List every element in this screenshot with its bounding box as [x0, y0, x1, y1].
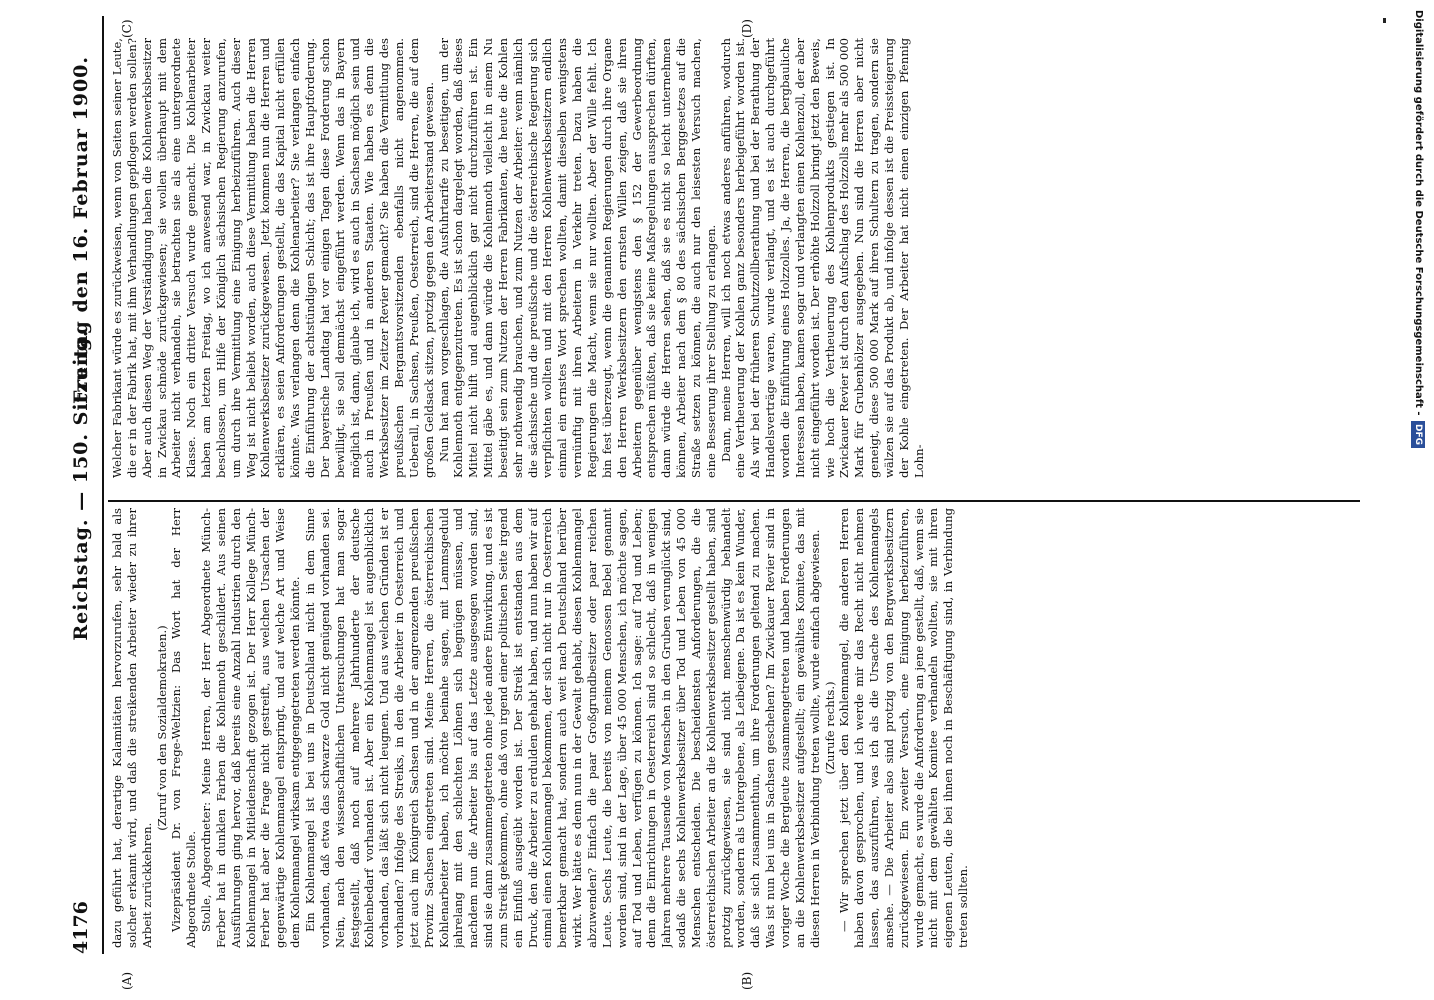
paragraph: Dann, meine Herren, will ich noch etwas anderes anführen, wodurch eine Vertheuerung der Kohlen ganz besonders herbeigeführt worden ist. Als wir bei der früheren Schutzzollberathung und bei der Berathung der Handelsverträge waren, wurde verlangt, und es ist auch durchgeführt worden die Einführung eines Holzzolles. Ja, die Herren, die bergbauliche Interessen haben, kamen sogar und verlangten einen Kohlenzoll, der aber nicht eingeführt worden ist. Der erhöhte Holzzoll bringt jetzt den Beweis, wie hoch die Vertheuerung des Kohlenprodukts gestiegen ist. In Zwickauer Revier ist durch den Aufschlag des Holzzolls mehr als 500 000 Mark für Grubenhölzer ausgegeben. Nun sind die Herren aber nicht geneigt, diese 500 000 Mark auf ihren Schultern zu tragen, sondern sie wälzen sie auf das Produkt ab, und infolge dessen ist die Preissteigerung der Kohle eingetreten. Der Arbeiter hat nicht einen einzigen Pfennig Lohn-	[718, 38, 926, 478]
column-divider	[108, 500, 1360, 502]
page-header	[58, 16, 98, 954]
right-column	[110, 38, 1350, 478]
digitization-credit	[1395, 10, 1431, 990]
header-rule	[102, 16, 104, 954]
paragraph: dazu geführt hat, derartige Kalamitäten hervorzurufen, sehr bald als solcher erkannt wird, und daß die streikenden Arbeiter wieder zu ihrer Arbeit zurückkehren.	[110, 508, 154, 948]
paragraph: — Wir sprechen jetzt über den Kohlenmangel, die anderen Herren haben davon gesprochen, und ich werde mir das Recht nicht nehmen lassen, das auszuführen, was ich als die Ursache des Kohlenmangels ansehe. — Die Arbeiter also sind protzig von den Bergwerksbesitzern zurückgewiesen. Ein zweiter Versuch, eine Einigung herbeizuführen, wurde gemacht, es wurde die Anforderung an jene gestellt, daß, wenn sie nicht mit dem gewählten Komitee verhandeln wollten, sie mit ihren eigenen Leuten, die bei ihnen noch in Beschäftigung sind, in Verbindung treten sollten.	[837, 508, 971, 948]
session-date: Freitag den 16. Februar 1900.	[70, 56, 92, 405]
speaker-intro: Vizepräsident Dr. von Frege-Weltzien: Das Wort hat der Herr Abgeordnete Stolle.	[169, 508, 199, 948]
page-number: 4176	[70, 901, 92, 954]
paragraph: Ein Kohlenmangel ist bei uns in Deutschland nicht in dem Sinne vorhanden, daß etwa das schwarze Gold nicht genügend vorhanden sei. Nein, nach den wissenschaftlichen Untersuchungen hat man sogar festgestellt, daß noch auf mehrere Jahrhunderte der deutsche Kohlenbedarf vorhanden ist. Aber ein Kohlenmangel ist augenblicklich vorhanden, das läßt sich nicht leugnen. Und aus welchen Gründen ist er vorhanden? Infolge des Streiks, in den die Arbeiter in Oesterreich und jetzt auch im Königreich Sachsen und in der angrenzenden preußischen Provinz Sachsen eingetreten sind. Meine Herren, die österreichischen Kohlenarbeiter haben, ich möchte beinahe sagen, mit Lammsgeduld jahrelang mit den schlechten Löhnen sich begnügen müssen, und nachdem nun die Arbeiter bis auf das Letzte ausgesogen worden sind, sind sie dann zusammengetreten ohne jede andere Einwirkung, und es ist zum Streik gekommen, ohne daß von irgend einer politischen Seite irgend ein Einfluß ausgeübt worden ist. Der Streik ist entstanden aus dem Druck, den die Arbeiter zu erdulden gehabt haben, und nun haben wir auf einmal einen Kohlenmangel bekommen, der sich nicht nur in Oesterreich bemerkbar gemacht hat, sondern auch weit nach Deutschland herüber wirkt. Wer hätte es denn nun in der Gewalt gehabt, diesen Kohlenmangel abzuwenden? Einfach die paar Großgrundbesitzer oder paar reichen Leute. Sechs Leute, die bereits von meinem Genossen Bebel genannt worden sind, sind in der Lage, über 45 000 Menschen, ich möchte sagen, auf Tod und Leben, verfügen zu können. Ich sage: auf Tod und Leben; denn die Einrichtungen in Oesterreich sind so schlecht, daß in wenigen Jahren mehrere Tausende von Menschen in den Gruben verunglückt sind, sodaß die sechs Kohlenwerksbesitzer über Tod und Leben von 45 000 Menschen entscheiden. Die bescheidensten Anforderungen, die die österreichischen Arbeiter an die Kohlenwerksbesitzer gestellt haben, sind protzig zurückgewiesen, sie sind nicht menschenwürdig behandelt worden, sondern als Untergebene, als Leibeigene. Da ist es kein Wunder, daß sie sich zusammenthun, um ihre Forderungen geltend zu machen. Was ist nun bei uns in Sachsen geschehen? Im Zwickauer Revier sind in voriger Woche die Bergleute zusammengetreten und haben Forderungen an die Kohlenwerksbesitzer aufgestellt; ein gewähltes Komitee, das mit diesen Herren in Verbindung treten wollte, wurde einfach abgewiesen.	[302, 508, 822, 948]
paragraph: Stolle, Abgeordneter: Meine Herren, der Herr Abgeordnete Münch-Ferber hat in dunklen Farben die Kohlennoth geschildert. Aus seinen Ausführungen ging hervor, daß bereits eine Anzahl Industrien durch den Kohlenmangel in Mitleidenschaft gezogen ist. Der Herr Kollege Münch-Ferber hat aber die Frage nicht gestreift, aus welchen Ursachen der gegenwärtige Kohlenmangel entspringt, und auf welche Art und Weise dem Kohlenmangel wirksam entgegengetreten werden könnte.	[199, 508, 303, 948]
margin-label-b: (B)	[740, 971, 754, 990]
margin-label-d: (D)	[740, 19, 754, 38]
margin-label-c: (C)	[120, 19, 134, 38]
paragraph: Welcher Fabrikant würde es zurückweisen, wenn von Seiten seiner Leute, die er in der Fabrik hat, mit ihm Verhandlungen gepflogen werden sollen? Aber auch diesen Weg der Verständigung haben die Kohlenwerksbesitzer in Zwickau schnöde zurückgewiesen; sie wollen überhaupt mit dem Arbeiter nicht verhandeln, sie betrachten sie als eine untergeordnete Klasse. Noch ein dritter Versuch wurde gemacht. Die Kohlenarbeiter haben am letzten Freitag, wo ich anwesend war, in Zwickau weiter beschlossen, um Hilfe der Königlich sächsischen Regierung anzurufen, um durch ihre Vermittlung eine Einigung herbeizuführen. Auch dieser Weg ist nicht beliebt worden, auch diese Vermittlung haben die Herren Kohlenwerksbesitzer zurückgewiesen. Jetzt kommen nun die Herren und erklären, es seien Anforderungen gestellt, die das Kapital nicht erfüllen könnte. Was verlangen denn die Kohlenarbeiter? Sie verlangen einfach die Einführung der achtstündigen Schicht; das ist ihre Hauptforderung. Der bayerische Landtag hat vor einigen Tagen diese Forderung schon bewilligt, sie soll demnächst eingeführt werden. Wenn das in Bayern möglich ist, dann, glaube ich, wird es auch in Sachsen möglich sein und auch in Preußen und in anderen Staaten. Wie haben es denn die Werksbesitzer im Zeitzer Revier gemacht? Sie haben die Vermittlung des preußischen Bergamtsvorsitzenden ebenfalls nicht angenommen. Ueberall, in Sachsen, Preußen, Oesterreich, sind die Herren, die auf dem großen Geldsack sitzen, protzig gegen den Arbeiterstand gewesen.	[110, 38, 436, 478]
credit-text: Digitalisierung gefördert durch die Deutsche Forschungsgemeinschaft -	[1413, 10, 1424, 416]
paragraph: Nun hat man vorgeschlagen, die Ausfuhrtarife zu beseitigen, um der Kohlennoth entgegenzutreten. Es ist schon dargelegt worden, daß dieses Mittel nicht hilft und augenblicklich gar nicht durchzuführen ist. Ein Mittel gäbe es, und dann würde die Kohlennoth vielleicht in einem Nu beseitigt sein zum Nutzen der Herren Fabrikanten, die heute die Kohlen sehr nothwendig brauchen, und zum Nutzen der Arbeiter: wenn nämlich die sächsische und die preußische und die österreichische Regierung sich verpflichten wollten und mit den Herren Kohlenwerksbesitzern endlich einmal ein ernstes Wort sprechen wollten, damit dieselben wenigstens vernünftig mit ihren Arbeitern in Verkehr treten. Dazu haben die Regierungen die Macht, wenn sie nur wollten. Aber der Wille fehlt. Ich bin fest überzeugt, wenn die genannten Regierungen durch ihre Organe den Herren Werksbesitzern den ernsten Willen zeigen, daß sie ihren Arbeitern gegenüber wenigstens den § 152 der Gewerbeordnung entsprechen müßten, daß sie keine Maßregelungen aussprechen dürften, dann würde die Herren sehen, daß sie es nicht so leicht unternehmen können, Arbeiter nach dem § 80 des sächsischen Berggesetzes auf die Straße setzen zu können, die auch nur den leisesten Versuch machen, eine Besserung ihrer Stellung zu erlangen.	[436, 38, 718, 478]
scan-mark	[1383, 18, 1386, 23]
dfg-logo: DFG	[1411, 421, 1425, 448]
session-title: Reichstag. — 150. Sitzung.	[70, 329, 92, 641]
margin-label-a: (A)	[120, 971, 134, 990]
left-column	[110, 508, 1350, 948]
interjection: (Zuruf von den Sozialdemokraten.)	[154, 625, 169, 831]
document-page	[20, 0, 1390, 1000]
interjection: (Zurufe rechts.)	[822, 681, 837, 775]
